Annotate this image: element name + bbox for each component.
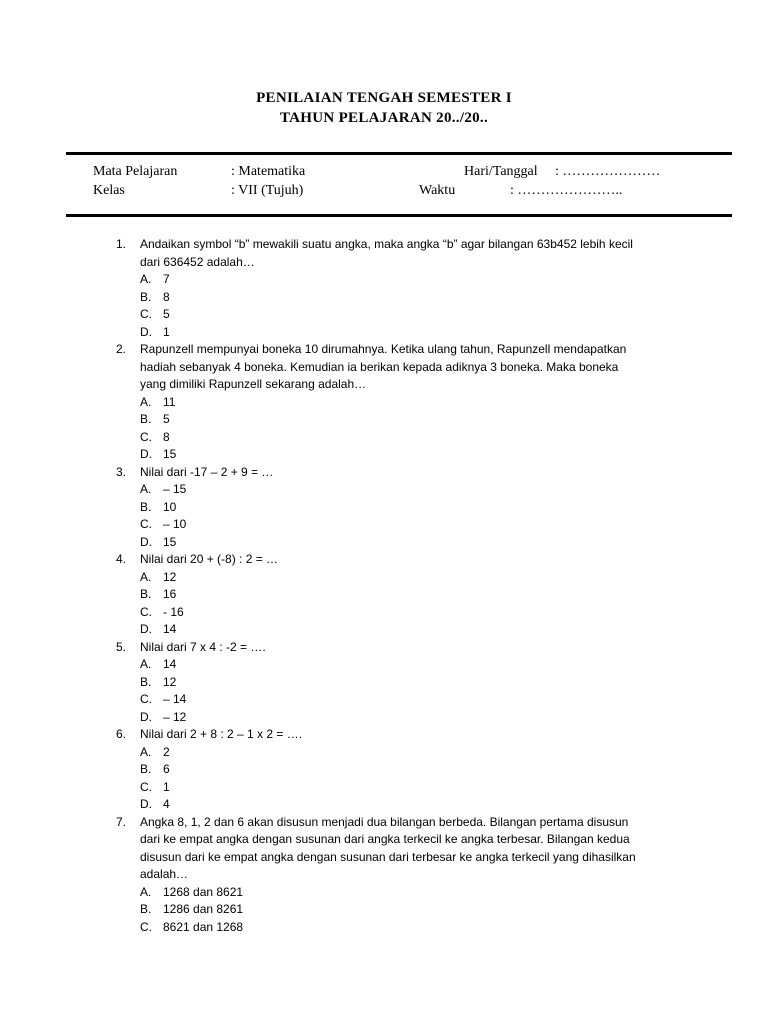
question-number: 7.: [116, 814, 127, 829]
question-text: dari 636452 adalah…: [140, 254, 255, 269]
question-text: hadiah sebanyak 4 boneka. Kemudian ia berikan kepada adiknya 3 boneka. Maka boneka: [140, 359, 619, 374]
question-number: 1.: [116, 237, 127, 251]
question-text: Angka 8, 1, 2 dan 6 akan disusun menjadi dua bilangan berbeda. Bilangan pertama disusun: [140, 814, 629, 829]
option-text: 15: [163, 447, 177, 461]
option-text: 5: [163, 412, 170, 426]
question-text: dari ke empat angka dengan susunan dari angka terkecil ke angka terbesar. Bilangan kedua: [140, 832, 630, 846]
option-letter: C.: [140, 604, 152, 619]
academic-year: TAHUN PELAJARAN 20../20..: [279, 110, 489, 126]
question-text: disusun dari ke empat angka dengan susunan dari terbesar ke angka terkecil yang dihasilkan: [140, 849, 636, 864]
option-text: 12: [163, 569, 177, 584]
option-letter: C.: [140, 692, 152, 706]
question-text: Nilai dari 20 + (-8) : 2 = …: [140, 552, 279, 566]
question-text: Rapunzell mempunyai boneka 10 dirumahnya. Ketika ulang tahun, Rapunzell mendapatkan: [140, 342, 627, 356]
question-number: 6.: [116, 727, 127, 741]
option-text: 16: [163, 587, 177, 601]
option-text: 2: [163, 744, 170, 759]
subject-label: Mata Pelajaran: [93, 164, 178, 179]
option-text: - 16: [163, 604, 184, 619]
option-letter: A.: [140, 394, 152, 409]
option-letter: B.: [140, 412, 152, 426]
option-letter: D.: [140, 709, 152, 724]
option-text: 7: [163, 272, 170, 286]
option-text: 14: [163, 657, 177, 671]
option-text: 5: [163, 307, 170, 321]
option-letter: D.: [140, 534, 152, 549]
option-letter: B.: [140, 902, 152, 916]
option-letter: C.: [140, 429, 152, 444]
option-text: 1: [163, 779, 170, 794]
question-number: 5.: [116, 639, 127, 654]
option-text: 6: [163, 762, 170, 776]
question-number: 3.: [116, 464, 127, 479]
option-letter: C.: [140, 517, 152, 531]
question-number: 2.: [116, 342, 127, 356]
option-letter: D.: [140, 797, 152, 811]
option-letter: B.: [140, 674, 152, 689]
option-letter: C.: [140, 779, 152, 794]
option-text: – 15: [163, 482, 187, 496]
option-letter: A.: [140, 657, 152, 671]
option-letter: D.: [140, 324, 152, 339]
option-text: – 10: [163, 517, 187, 531]
option-letter: A.: [140, 884, 152, 899]
question-text: Andaikan symbol “b” mewakili suatu angka, maka angka “b” agar bilangan 63b452 lebih kecil: [140, 237, 633, 251]
option-text: – 12: [163, 709, 187, 724]
option-letter: A.: [140, 482, 152, 496]
class-label: Kelas: [93, 183, 125, 198]
option-text: 12: [163, 674, 177, 689]
option-letter: B.: [140, 289, 152, 304]
date-label: Hari/Tanggal: [464, 164, 538, 179]
class-value: : VII (Tujuh): [231, 183, 304, 198]
question-text: Nilai dari 2 + 8 : 2 – 1 x 2 = ….: [140, 727, 303, 741]
time-label: Waktu: [419, 183, 456, 198]
option-letter: C.: [140, 307, 152, 321]
option-letter: A.: [140, 272, 152, 286]
subject-value: : Matematika: [231, 164, 306, 179]
option-letter: A.: [140, 569, 152, 584]
option-text: – 14: [163, 692, 187, 706]
exam-title: PENILAIAN TENGAH SEMESTER I: [256, 90, 512, 106]
option-letter: B.: [140, 762, 152, 776]
option-text: 1268 dan 8621: [163, 884, 244, 899]
question-number: 4.: [116, 552, 127, 566]
time-value: : …………………..: [510, 183, 623, 198]
date-value: : …………………: [555, 164, 661, 179]
option-text: 8621 dan 1268: [163, 919, 244, 934]
question-text: Nilai dari -17 – 2 + 9 = …: [140, 464, 274, 479]
option-letter: B.: [140, 499, 152, 514]
option-text: 1: [163, 324, 170, 339]
option-text: 15: [163, 534, 177, 549]
question-text: yang dimiliki Rapunzell sekarang adalah…: [140, 377, 367, 391]
option-text: 14: [163, 622, 177, 636]
option-text: 8: [163, 289, 170, 304]
option-letter: D.: [140, 622, 152, 636]
option-text: 8: [163, 429, 170, 444]
option-letter: D.: [140, 447, 152, 461]
option-text: 11: [163, 394, 176, 409]
option-text: 1286 dan 8261: [163, 902, 244, 916]
option-text: 10: [163, 499, 177, 514]
question-text: Nilai dari 7 x 4 : -2 = ….: [140, 639, 266, 654]
option-text: 4: [163, 797, 170, 811]
option-letter: C.: [140, 919, 152, 934]
question-text: adalah…: [140, 867, 189, 881]
option-letter: A.: [140, 744, 152, 759]
option-letter: B.: [140, 587, 152, 601]
